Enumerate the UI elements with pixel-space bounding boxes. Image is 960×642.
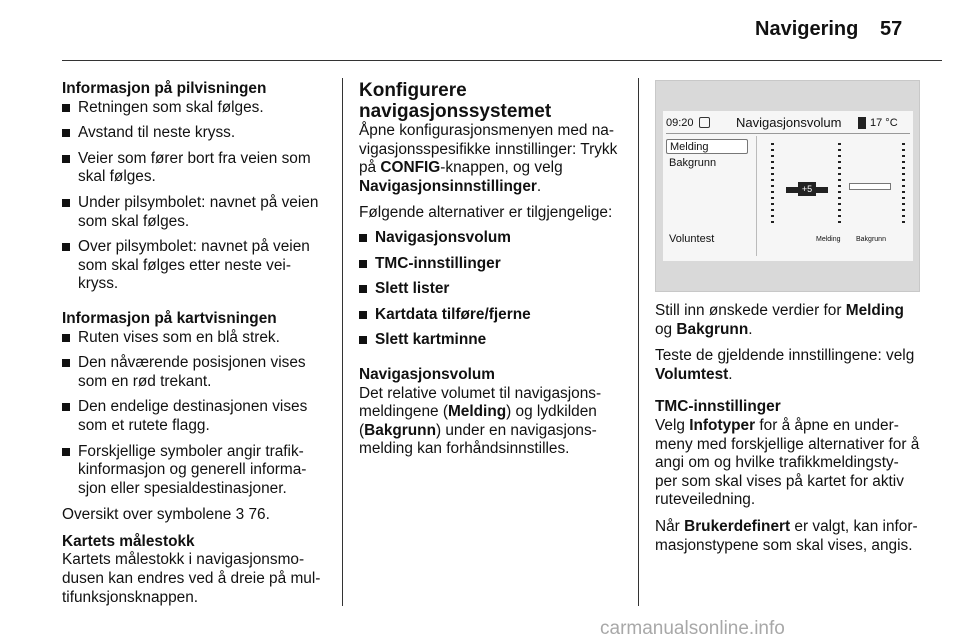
phone-icon [858, 117, 866, 129]
page-title: Navigering [755, 18, 859, 40]
scale-dots [838, 143, 841, 223]
section-heading: Navigasjonsvolum [359, 365, 495, 383]
page-ref-icon: 3 [235, 506, 245, 524]
list-item: Under pilsymbolet: navnet på veien som skal følges. [62, 194, 330, 231]
paragraph: Teste de gjeldende innstillingene: velg Volumtest. [655, 347, 915, 383]
list-item: Over pilsymbolet: navnet på veien som skal følges etter neste vei- kryss. [62, 238, 330, 294]
list-item: Den nåværende posisjonen vises som en rød trekant. [62, 354, 330, 391]
section-heading: TMC-innstillinger [655, 398, 781, 416]
bakgrunn-slider [849, 183, 891, 190]
section-heading: Kartets målestokk [62, 532, 195, 550]
paragraph: Åpne konfigurasjonsmenyen med na- vigasjonsspesifikke innstillinger: Trykk på CONFIG-knappen, og velg Navigasjonsinnstillinger. [359, 122, 618, 195]
paragraph: Det relative volumet til navigasjons- meldingene (Melding) og lydkilden (Bakgrunn) under en navigasjons- melding kan forhåndsinnstilles. [359, 384, 602, 458]
section-heading: Informasjon på kartvisningen [62, 309, 277, 327]
temperature: 17 °C [870, 117, 898, 129]
header-rule [62, 60, 942, 61]
page-ref-link[interactable]: 76. [248, 506, 270, 524]
list-item: Den endelige destinasjonen vises som et rutete flagg. [62, 398, 330, 435]
scale-dots [771, 143, 774, 223]
section-heading: Informasjon på pilvisningen [62, 80, 267, 97]
arrow-view-list [62, 99, 330, 294]
list-item: Forskjellige symboler angir trafik- kinformasjon og generell informa- sjon eller spesialdestinasjoner. [62, 443, 330, 499]
list-item: Slett lister [359, 280, 627, 299]
options-list [359, 229, 627, 350]
list-item: Veier som fører bort fra veien som skal følges. [62, 150, 330, 187]
list-item: Kartdata tilføre/fjerne [359, 306, 627, 325]
column-divider [638, 78, 639, 606]
paragraph: Kartets målestokk i navigasjonsmo- dusen kan endres ved å dreie på mul- tifunksjonsknappen. [62, 551, 321, 606]
list-item: Navigasjonsvolum [359, 229, 627, 248]
screen-figure [655, 80, 920, 292]
column-2 [359, 80, 627, 459]
melding-slider-knob: +5 [798, 182, 816, 196]
screen-vertical-divider [756, 136, 757, 256]
paragraph: Når Brukerdefinert er valgt, kan infor- masjonstypene som skal vises, angis. [655, 517, 918, 554]
list-item: Slett kartminne [359, 331, 627, 350]
map-view-list [62, 329, 330, 499]
paragraph: Følgende alternativer er tilgjengelige: [359, 204, 613, 222]
watermark: carmanualsonline.info [600, 618, 785, 639]
column-3 [655, 302, 925, 555]
list-item: Retningen som skal følges. [62, 99, 330, 118]
list-item: Avstand til neste kryss. [62, 124, 330, 143]
chapter-heading: Konfigurere navigasjonssystemet [359, 80, 552, 122]
axis-label: Melding [816, 236, 841, 243]
clock-time: 09:20 [666, 117, 694, 129]
list-item: Ruten vises som en blå strek. [62, 329, 330, 348]
menu-item-bakgrunn: Bakgrunn [669, 157, 717, 169]
clock-icon [699, 117, 710, 128]
symbol-reference: Oversikt over symbolene 3 76. [62, 506, 270, 524]
column-1 [62, 80, 330, 607]
list-item: TMC-innstillinger [359, 255, 627, 274]
menu-item-melding: Melding [666, 139, 748, 154]
paragraph: Still inn ønskede verdier for Melding og Bakgrunn. [655, 302, 904, 338]
column-divider [342, 78, 343, 606]
paragraph: Velg Infotyper for å åpne en under- meny med forskjellige alternativer for å angi om og hvilke trafikkmeldingsty- per som skal vises på kartet for aktiv ruteveiledning. [655, 416, 920, 509]
axis-label: Bakgrunn [856, 236, 886, 243]
page-number: 57 [880, 18, 903, 40]
scale-dots [902, 143, 905, 223]
menu-item-volumtest: Voluntest [669, 233, 715, 245]
screen-title: Navigasjonsvolum [736, 115, 842, 130]
screen-divider [666, 133, 910, 134]
